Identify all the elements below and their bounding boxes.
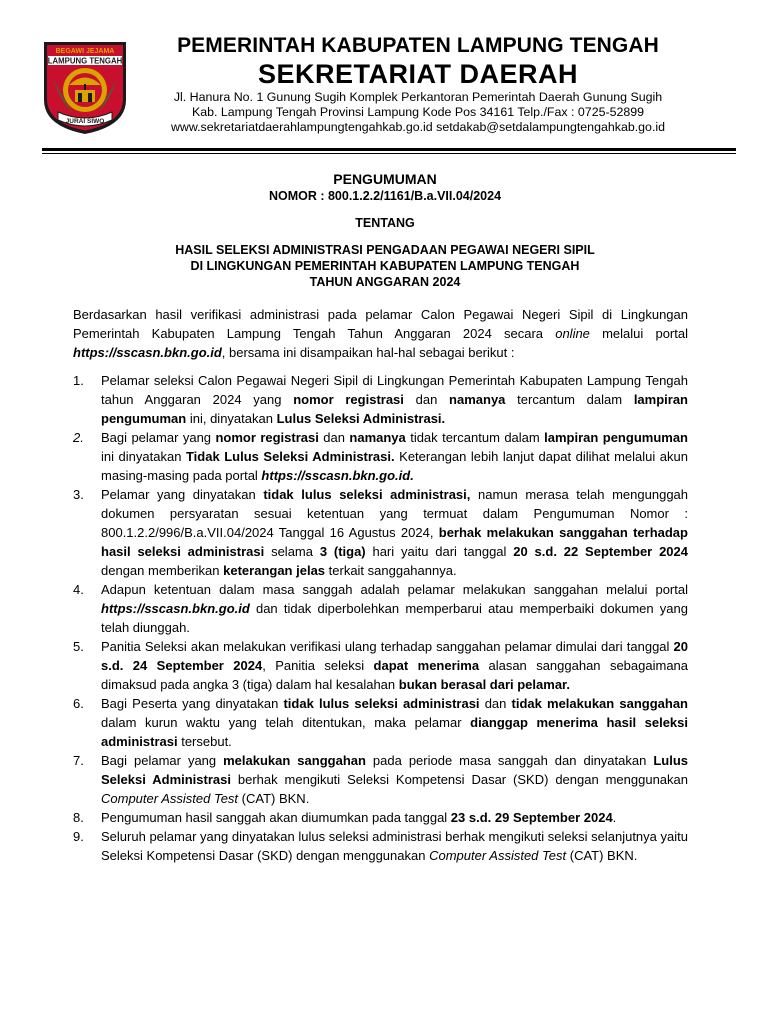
intro-text: , bersama ini disampaikan hal-hal sebagai berikut : — [221, 345, 515, 360]
portal-link: https://sscasn.bkn.go.id — [73, 345, 222, 360]
subject-line: DI LINGKUNGAN PEMERINTAH KABUPATEN LAMPUNG TENGAH — [190, 259, 580, 273]
announcement-heading — [60, 171, 710, 290]
intro-text: Berdasarkan hasil verifikasi administrasi pada pelamar Calon Pegawai Negeri Sipil di Lingkungan Pemerintah Kabupaten Lampung Tengah Tahun Anggaran 2024 secara — [73, 307, 688, 341]
list-item-text: dianggap menerima hasil seleksi administrasi — [101, 715, 689, 749]
list-item-text: terkait sanggahannya. — [325, 563, 457, 578]
regency-logo — [42, 40, 128, 136]
points-list — [73, 371, 688, 865]
list-item — [73, 751, 688, 808]
list-item-text: alasan sanggahan sebagaimana dimaksud pada angka 3 (tiga) dalam hal kesalahan — [101, 658, 689, 692]
list-item-text: lampiran pengumuman — [544, 430, 688, 445]
list-item-text: namanya — [349, 430, 406, 445]
list-item-text: Pengumuman hasil sanggah akan diumumkan pada tanggal — [101, 810, 451, 825]
list-item — [73, 485, 688, 580]
list-item-number: 9. — [73, 829, 84, 844]
list-item-number: 6. — [73, 696, 84, 711]
intro-online: online — [555, 326, 590, 341]
list-item-text: tidak tercantum dalam — [405, 430, 545, 445]
list-item-number: 3. — [73, 487, 84, 502]
announcement-title: PENGUMUMAN — [333, 171, 437, 187]
list-item-text: hari yaitu dari tanggal — [365, 544, 514, 559]
list-item — [73, 428, 688, 485]
list-item-text: tidak lulus seleksi administrasi — [283, 696, 480, 711]
list-item — [73, 808, 688, 827]
intro-text: melalui portal — [589, 326, 688, 341]
list-item-text: Bagi pelamar yang — [101, 430, 216, 445]
announcement-subject — [60, 242, 710, 290]
list-item-text: (CAT) BKN. — [238, 791, 310, 806]
list-item — [73, 827, 688, 865]
list-item-text: Bagi pelamar yang — [101, 753, 224, 768]
list-item-text: keterangan jelas — [223, 563, 326, 578]
list-item-text: Pelamar yang dinyatakan — [101, 487, 264, 502]
svg-text:JURAI SIWO: JURAI SIWO — [65, 118, 105, 125]
list-item-number: 7. — [73, 753, 84, 768]
list-item-text: dapat menerima — [373, 658, 480, 673]
intro-paragraph — [73, 305, 688, 362]
list-item-text: 3 (tiga) — [319, 544, 366, 559]
list-item-text: https://sscasn.bkn.go.id — [101, 601, 250, 616]
list-item-text: melakukan sanggahan — [223, 753, 366, 768]
svg-text:LAMPUNG TENGAH: LAMPUNG TENGAH — [47, 56, 123, 66]
announcement-body — [73, 305, 688, 865]
list-item-text: nomor registrasi — [215, 430, 319, 445]
list-item-text: nomor registrasi — [293, 392, 404, 407]
list-item-text: dan tidak diperbolehkan memperbarui atau memperbaiki dokumen yang telah diunggah. — [101, 601, 688, 635]
list-item-number: 4. — [73, 582, 84, 597]
list-item-text: tersebut. — [177, 734, 232, 749]
list-item-text: namun merasa telah mengunggah dokumen persyaratan sesuai ketentuan yang termuat dalam Pengumuman Nomor : 800.1.2.2/996/B.a.VII.04/2024 Tanggal 16 Agustus 2024, — [101, 487, 689, 540]
list-item-text: Pelamar seleksi Calon Pegawai Negeri Sipil di Lingkungan Pemerintah Kabupaten Lampung Tengah tahun Anggaran 2024 yang — [101, 373, 688, 407]
list-item-text: dalam kurun waktu yang telah ditentukan, maka pelamar — [101, 715, 471, 730]
letterhead-divider-thin — [42, 153, 736, 154]
list-item-text: Adapun ketentuan dalam masa sanggah adalah pelamar melakukan sanggahan melalui portal — [101, 582, 688, 597]
list-item — [73, 580, 688, 637]
address-line: Kab. Lampung Tengah Provinsi Lampung Kode Pos 34161 Telp./Fax : 0725-52899 — [191, 105, 645, 119]
list-item-text: 20 s.d. 24 September 2024 — [101, 639, 688, 673]
letterhead — [138, 34, 698, 135]
letterhead-divider-thick — [42, 148, 736, 151]
list-item-text: Lulus Seleksi Administrasi. — [276, 411, 446, 426]
svg-text:BEGAWI JEJAMA: BEGAWI JEJAMA — [55, 48, 115, 55]
list-item-text: Lulus Seleksi Administrasi — [101, 753, 688, 787]
list-item-text: Computer Assisted Test — [101, 791, 239, 806]
list-item-text: tidak lulus seleksi administrasi, — [263, 487, 471, 502]
list-item-text: tidak melakukan sanggahan — [511, 696, 688, 711]
list-item-number: 2. — [73, 430, 84, 445]
list-item-text: selama — [264, 544, 320, 559]
list-item-text: Seluruh pelamar yang dinyatakan lulus seleksi administrasi berhak mengikuti seleksi selanjutnya yaitu Seleksi Kompetensi Dasar (SKD) dengan menggunakan — [101, 829, 688, 863]
list-item-text: ini dinyatakan — [101, 449, 186, 464]
list-item-text: berhak mengikuti Seleksi Kompetensi Dasar (SKD) dengan menggunakan — [230, 772, 688, 787]
list-item-text: ini, dinyatakan — [186, 411, 277, 426]
list-item-text: Keterangan lebih lanjut dapat dilihat melalui akun masing-masing pada portal — [101, 449, 688, 483]
list-item — [73, 637, 688, 694]
tentang-label: TENTANG — [355, 216, 415, 230]
list-item-text: dan — [479, 696, 512, 711]
list-item — [73, 371, 688, 428]
list-item-text: (CAT) BKN. — [566, 848, 638, 863]
list-item-text: tercantum dalam — [505, 392, 634, 407]
regency-emblem-icon — [42, 40, 128, 136]
announcement-number: NOMOR : 800.1.2.2/1161/B.a.VII.04/2024 — [268, 189, 502, 203]
list-item-text: berhak melakukan sanggahan terhadap hasil seleksi administrasi — [101, 525, 688, 559]
list-item-text: bukan berasal dari pelamar. — [398, 677, 570, 692]
list-item-text: Bagi Peserta yang dinyatakan — [101, 696, 284, 711]
list-item-text: dengan memberikan — [101, 563, 224, 578]
list-item — [73, 694, 688, 751]
subject-line: TAHUN ANGGARAN 2024 — [309, 275, 461, 289]
list-item-text: dan — [403, 392, 450, 407]
office-name: SEKRETARIAT DAERAH — [257, 59, 578, 89]
list-item-text: lampiran pengumuman — [101, 392, 688, 426]
list-item-text: Computer Assisted Test — [429, 848, 567, 863]
government-name: PEMERINTAH KABUPATEN LAMPUNG TENGAH — [177, 34, 659, 57]
list-item-text: Tidak Lulus Seleksi Administrasi. — [185, 449, 395, 464]
list-item-text: . — [612, 810, 617, 825]
list-item-text: pada periode masa sanggah dan dinyatakan — [365, 753, 654, 768]
list-item-number: 1. — [73, 373, 84, 388]
list-item-text: Panitia Seleksi akan melakukan verifikasi ulang terhadap sanggahan pelamar dimulai dari tanggal — [101, 639, 674, 654]
contact-line: www.sekretariatdaerahlampungtengahkab.go.id setdakab@setdalampungtengahkab.go.id — [170, 120, 666, 134]
list-item-text: namanya — [449, 392, 506, 407]
list-item-text: https://sscasn.bkn.go.id. — [261, 468, 414, 483]
list-item-number: 5. — [73, 639, 84, 654]
subject-line: HASIL SELEKSI ADMINISTRASI PENGADAAN PEGAWAI NEGERI SIPIL — [175, 243, 595, 257]
list-item-text: 23 s.d. 29 September 2024 — [450, 810, 613, 825]
list-item-text: , Panitia seleksi — [262, 658, 374, 673]
address-line: Jl. Hanura No. 1 Gunung Sugih Komplek Perkantoran Pemerintah Daerah Gunung Sugih — [173, 90, 663, 104]
list-item-text: dan — [318, 430, 350, 445]
list-item-number: 8. — [73, 810, 84, 825]
list-item-text: 20 s.d. 22 September 2024 — [513, 544, 688, 559]
